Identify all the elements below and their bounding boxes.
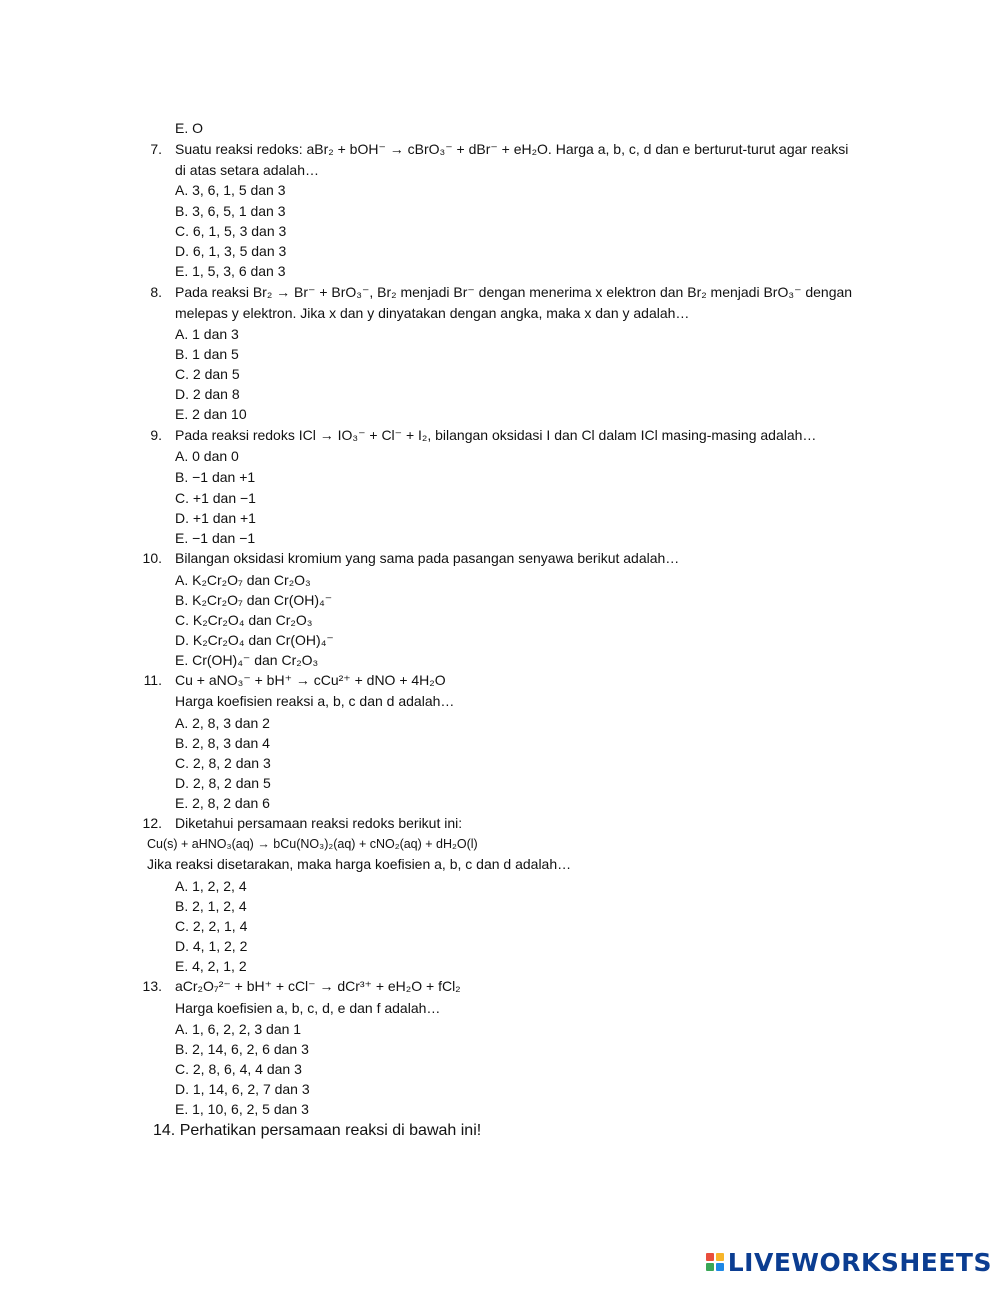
text-line: Diketahui persamaan reaksi redoks berikut ini: — [175, 815, 463, 831]
text-line: A. 1, 6, 2, 2, 3 dan 1 — [175, 1021, 302, 1037]
text-line: C. 2, 8, 6, 4, 4 dan 3 — [175, 1061, 302, 1077]
text-line: D. 6, 1, 3, 5 dan 3 — [175, 243, 287, 259]
question-number: 7. — [150, 141, 162, 157]
logo-square-green — [706, 1263, 714, 1271]
text-line: A. 0 dan 0 — [175, 448, 239, 464]
text-line: aCr₂O₇²⁻ + bH⁺ + cCl⁻ → dCr³⁺ + eH₂O + fCl₂ — [175, 978, 461, 994]
text-line: B. K₂Cr₂O₇ dan Cr(OH)₄⁻ — [175, 592, 333, 608]
text-line: Cu + aNO₃⁻ + bH⁺ → cCu²⁺ + dNO + 4H₂O — [175, 672, 446, 688]
text-line: B. 2, 1, 2, 4 — [175, 898, 247, 914]
text-line: melepas y elektron. Jika x dan y dinyatakan dengan angka, maka x dan y adalah… — [175, 305, 690, 321]
question-14-title: 14. Perhatikan persamaan reaksi di bawah ini! — [153, 1122, 482, 1139]
text-line: Pada reaksi Br₂ → Br⁻ + BrO₃⁻, Br₂ menjadi Br⁻ dengan menerima x elektron dan Br₂ menjadi BrO₃⁻ dengan — [175, 284, 853, 300]
logo-square-yellow — [716, 1253, 724, 1261]
text-line: A. 1 dan 3 — [175, 326, 239, 342]
text-line: C. 2, 2, 1, 4 — [175, 918, 248, 934]
question-number: 9. — [150, 427, 162, 443]
text-line: A. 1, 2, 2, 4 — [175, 878, 247, 894]
text-line: A. 2, 8, 3 dan 2 — [175, 715, 270, 731]
text-line: A. 3, 6, 1, 5 dan 3 — [175, 182, 286, 198]
question-number: 8. — [150, 284, 162, 300]
text-line: E. 1, 10, 6, 2, 5 dan 3 — [175, 1101, 309, 1117]
text-line: B. 2, 14, 6, 2, 6 dan 3 — [175, 1041, 309, 1057]
text-line: C. 2 dan 5 — [175, 366, 240, 382]
text-line: D. 1, 14, 6, 2, 7 dan 3 — [175, 1081, 310, 1097]
question-number: 11. — [143, 672, 162, 688]
text-line: Bilangan oksidasi kromium yang sama pada pasangan senyawa berikut adalah… — [175, 550, 680, 566]
text-line: E. 2 dan 10 — [175, 406, 247, 422]
brand-name: LIVEWORKSHEETS — [727, 1247, 992, 1277]
text-line: D. 2 dan 8 — [175, 386, 240, 402]
question-number: 13. — [142, 978, 162, 994]
text-line: D. K₂Cr₂O₄ dan Cr(OH)₄⁻ — [175, 632, 334, 648]
text-line: E. −1 dan −1 — [175, 530, 256, 546]
text-line: B. 2, 8, 3 dan 4 — [175, 735, 270, 751]
question-number: 10. — [142, 550, 162, 566]
text-line: E. 1, 5, 3, 6 dan 3 — [175, 263, 286, 279]
text-line: D. 2, 8, 2 dan 5 — [175, 775, 271, 791]
text-line: Harga koefisien reaksi a, b, c dan d adalah… — [175, 693, 455, 709]
text-line: C. K₂Cr₂O₄ dan Cr₂O₃ — [175, 612, 313, 628]
text-line: Suatu reaksi redoks: aBr₂ + bOH⁻ → cBrO₃⁻ + dBr⁻ + eH₂O. Harga a, b, c, d dan e berturut-turut agar reaksi — [175, 141, 849, 157]
liveworksheets-logo — [706, 1249, 992, 1275]
logo-square-red — [706, 1253, 714, 1261]
text-line: di atas setara adalah… — [175, 162, 319, 178]
text-line: C. 2, 8, 2 dan 3 — [175, 755, 271, 771]
text-line: E. 4, 2, 1, 2 — [175, 958, 247, 974]
text-line: Jika reaksi disetarakan, maka harga koefisien a, b, c dan d adalah… — [147, 856, 572, 872]
text-line: Cu(s) + aHNO₃(aq) → bCu(NO₃)₂(aq) + cNO₂(aq) + dH₂O(l) — [147, 837, 478, 851]
logo-square-blue — [716, 1263, 724, 1271]
text-line: D. +1 dan +1 — [175, 510, 256, 526]
text-line: B. 1 dan 5 — [175, 346, 239, 362]
text-line: A. K₂Cr₂O₇ dan Cr₂O₃ — [175, 572, 311, 588]
text-line: C. +1 dan −1 — [175, 490, 256, 506]
logo-squares-icon — [706, 1253, 724, 1271]
question-number: 12. — [142, 815, 162, 831]
text-line: D. 4, 1, 2, 2 — [175, 938, 248, 954]
text-line: B. −1 dan +1 — [175, 469, 256, 485]
text-line: Harga koefisien a, b, c, d, e dan f adalah… — [175, 1000, 441, 1016]
text-line: C. 6, 1, 5, 3 dan 3 — [175, 223, 287, 239]
text-line: E. O — [175, 120, 204, 136]
text-line: Pada reaksi redoks ICl → IO₃⁻ + Cl⁻ + I₂, bilangan oksidasi I dan Cl dalam ICl masing-masing adalah… — [175, 427, 817, 443]
text-line: E. 2, 8, 2 dan 6 — [175, 795, 270, 811]
text-line: B. 3, 6, 5, 1 dan 3 — [175, 203, 286, 219]
text-line: E. Cr(OH)₄⁻ dan Cr₂O₃ — [175, 652, 319, 668]
